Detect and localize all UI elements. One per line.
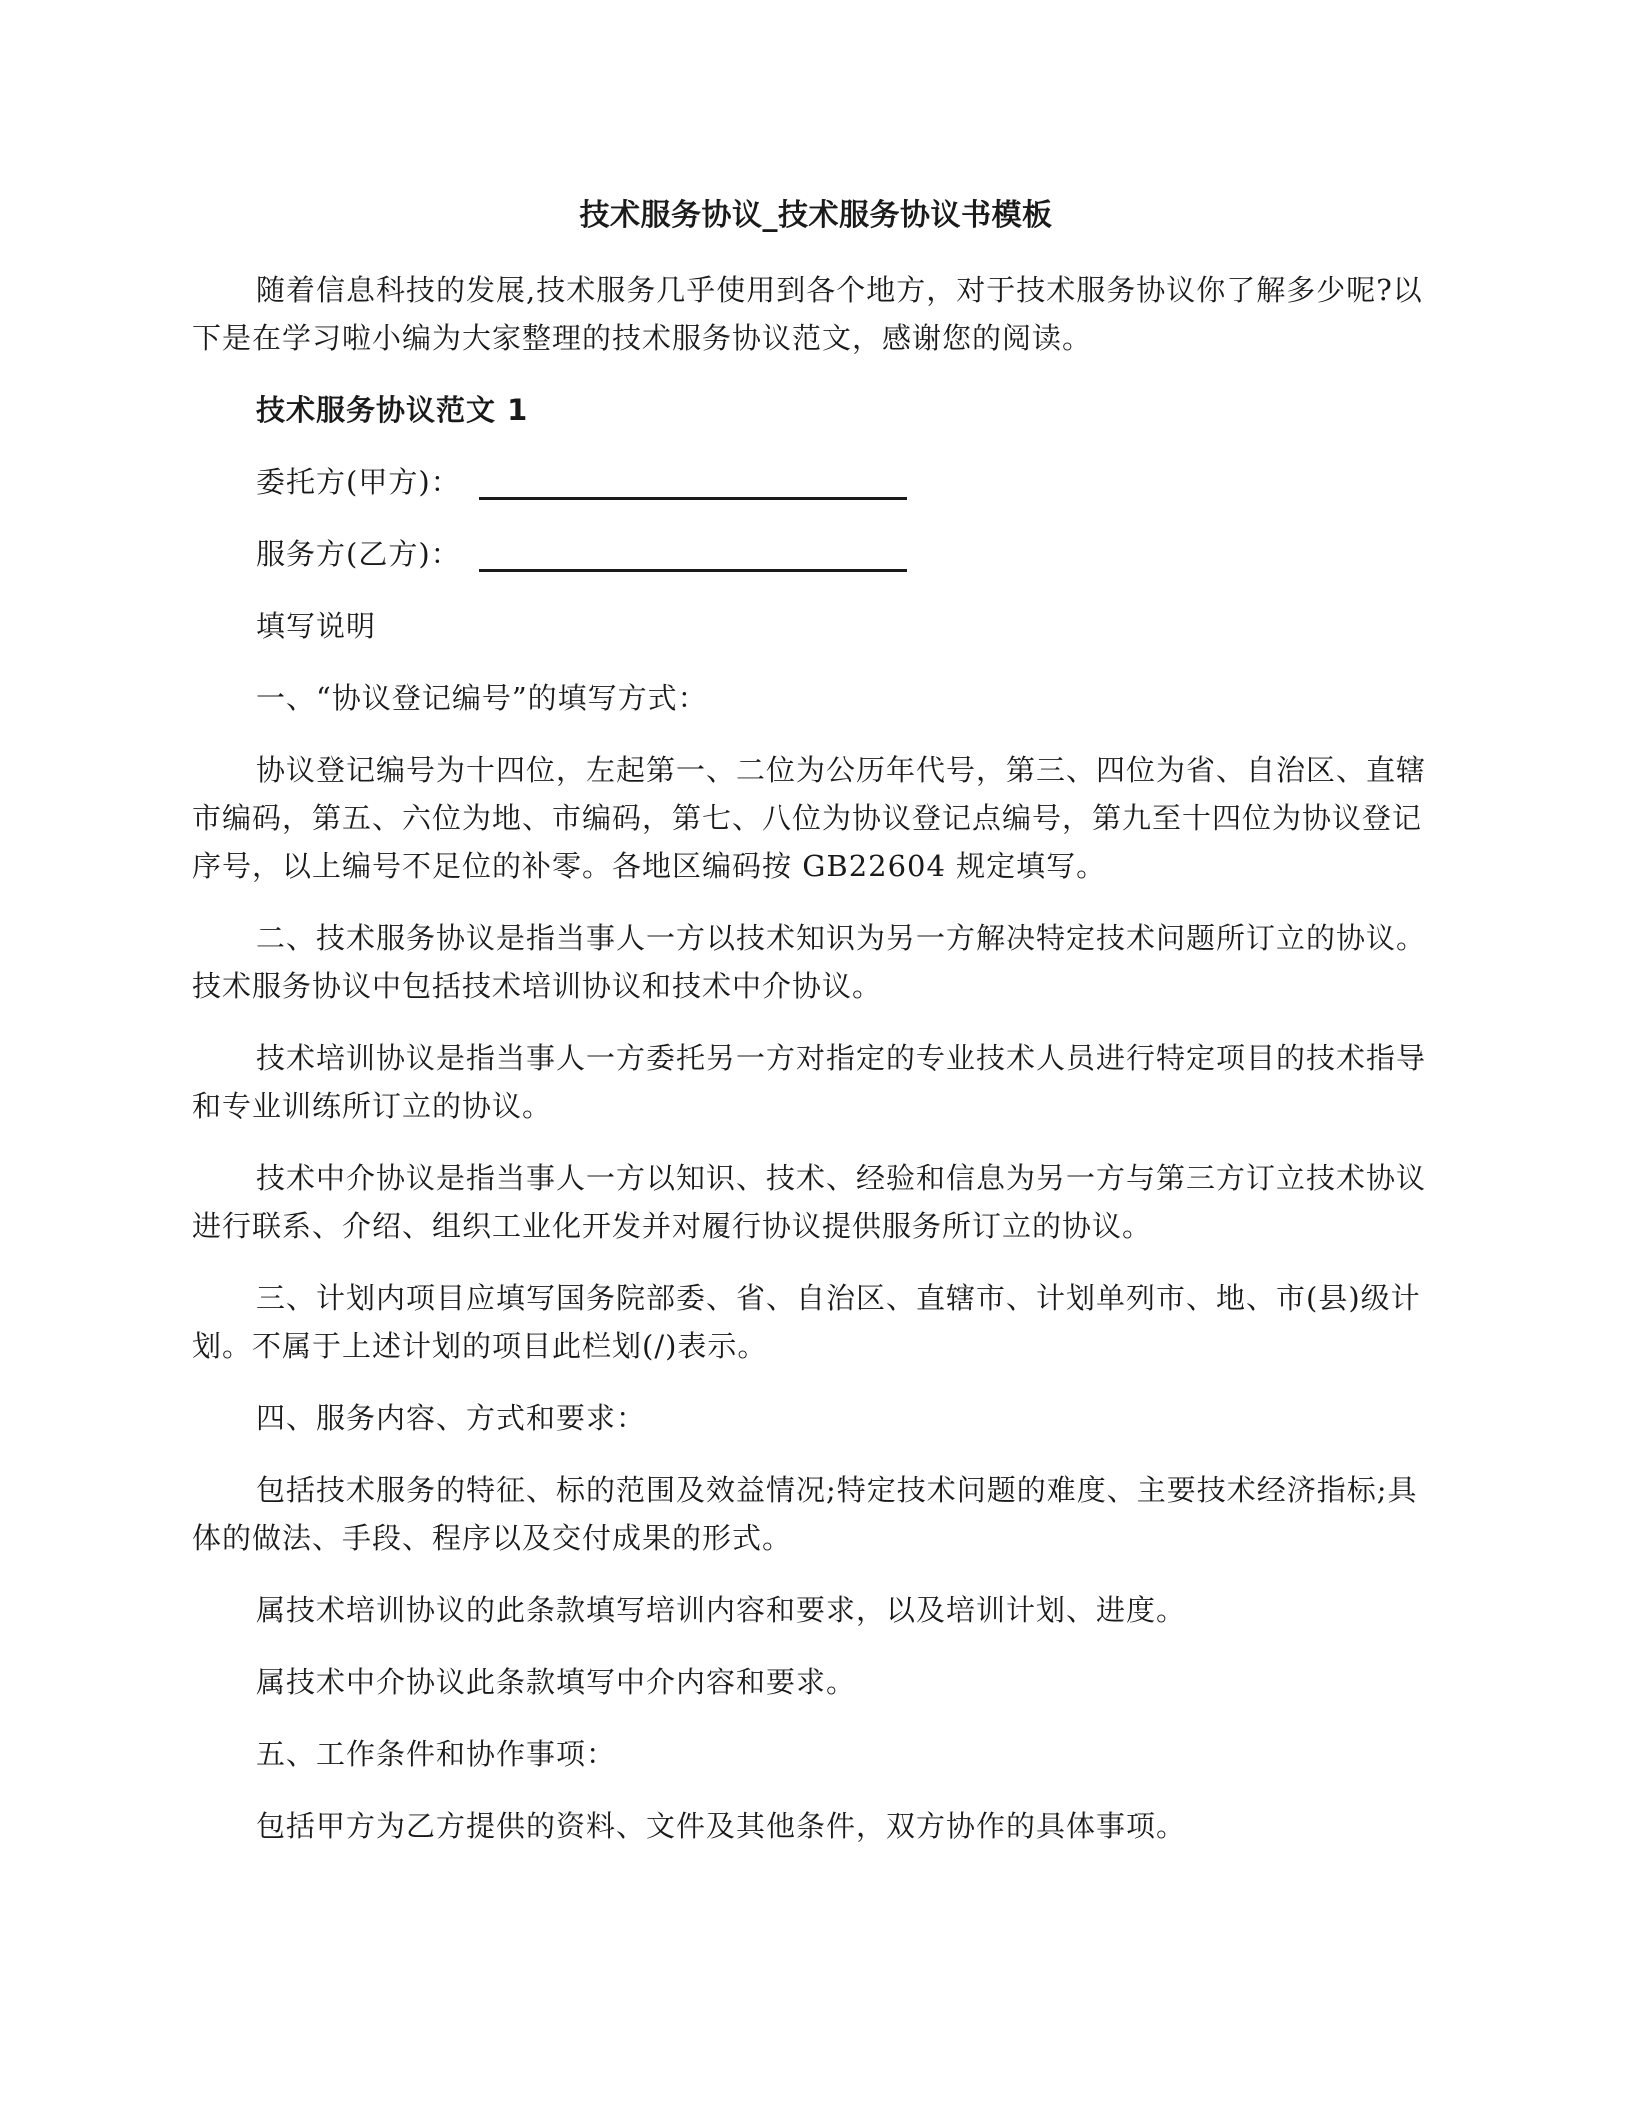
party-b-blank-line[interactable] xyxy=(479,543,907,572)
item2-body: 二、技术服务协议是指当事人一方以技术知识为另一方解决特定技术问题所订立的协议。技术服务协议中包括技术培训协议和技术中介协议。 xyxy=(192,921,1427,1003)
item5-title: 五、工作条件和协作事项： xyxy=(256,1737,617,1771)
item4-intermediary: 属技术中介协议此条款填写中介内容和要求。 xyxy=(256,1665,857,1699)
party-a-label: 委托方(甲方)： xyxy=(256,465,461,499)
fill-instructions-heading: 填写说明 xyxy=(256,609,377,643)
party-a-field xyxy=(256,458,907,506)
item1-title: 一、“协议登记编号”的填写方式： xyxy=(256,681,708,715)
item3-body: 三、计划内项目应填写国务院部委、省、自治区、直辖市、计划单列市、地、市(县)级计划。不属于上述计划的项目此栏划(/)表示。 xyxy=(192,1281,1421,1363)
document-title: 技术服务协议_技术服务协议书模板 xyxy=(579,198,1053,233)
item4-title: 四、服务内容、方式和要求： xyxy=(256,1401,647,1435)
intermediary-body: 技术中介协议是指当事人一方以知识、技术、经验和信息为另一方与第三方订立技术协议进行联系、介绍、组织工业化开发并对履行协议提供服务所订立的协议。 xyxy=(192,1161,1427,1243)
party-b-label: 服务方(乙方)： xyxy=(256,537,461,571)
party-a-blank-line[interactable] xyxy=(479,471,907,500)
item4-training: 属技术培训协议的此条款填写培训内容和要求，以及培训计划、进度。 xyxy=(256,1593,1187,1627)
intro-paragraph: 随着信息科技的发展,技术服务几乎使用到各个地方，对于技术服务协议你了解多少呢?以下是在学习啦小编为大家整理的技术服务协议范文，感谢您的阅读。 xyxy=(192,273,1423,355)
item4-body: 包括技术服务的特征、标的范围及效益情况;特定技术问题的难度、主要技术经济指标;具体的做法、手段、程序以及交付成果的形式。 xyxy=(192,1473,1418,1555)
training-body: 技术培训协议是指当事人一方委托另一方对指定的专业技术人员进行特定项目的技术指导和专业训练所订立的协议。 xyxy=(192,1041,1427,1123)
party-b-field xyxy=(256,530,907,578)
item5-body: 包括甲方为乙方提供的资料、文件及其他条件，双方协作的具体事项。 xyxy=(256,1809,1187,1843)
section-heading: 技术服务协议范文 1 xyxy=(256,393,529,427)
item1-body: 协议登记编号为十四位，左起第一、二位为公历年代号，第三、四位为省、自治区、直辖市编码，第五、六位为地、市编码，第七、八位为协议登记点编号，第九至十四位为协议登记序号，以上编号不足位的补零。各地区编码按 GB22604 规定填写。 xyxy=(192,753,1427,883)
